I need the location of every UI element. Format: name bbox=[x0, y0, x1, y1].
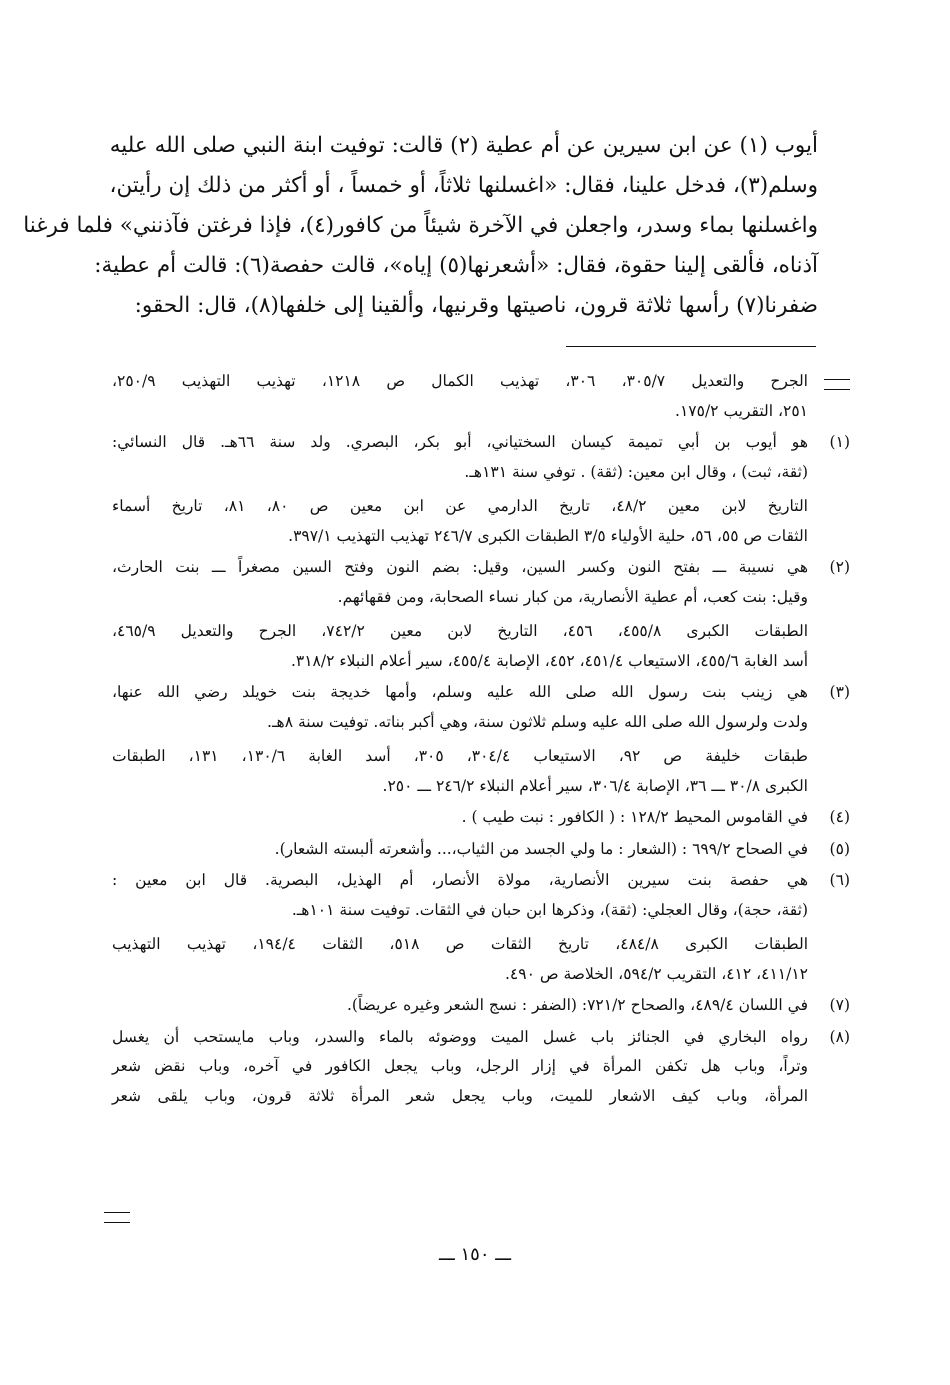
main-text-line: ضفرنا(٧) رأسها ثلاثة قرون، ناصيتها وقرنيها، وألقينا إلى خلفها(٨)، قال: الحقو: bbox=[134, 293, 818, 318]
footnote-source-line: أسد الغابة ٤٥٥/٦، الاستيعاب ٤٥١/٤، ٤٥٢، الإصابة ٤٥٥/٤، سير أعلام النبلاء ٣١٨/٢. bbox=[290, 651, 808, 670]
page-number: ـــ ١٥٠ ـــ bbox=[438, 1244, 512, 1265]
footnote-line: هي زينب بنت رسول الله صلى الله عليه وسلم، وأمها خديجة بنت خويلد رضي الله عنها، bbox=[112, 683, 808, 701]
footnote-body bbox=[112, 367, 808, 426]
footnote-line: وقيل: بنت كعب، أم عطية الأنصارية، من كبار نساء الصحابة، ومن فقهائهم. bbox=[337, 587, 808, 606]
footnote-line: هي نسيبة ـــ بفتح النون وكسر السين، وقيل: بضم النون وفتح السين مصغراً ـــ بنت الحارث، bbox=[112, 558, 808, 576]
footnote-source-line: ٤١١/١٢، ٤١٢، التقريب ٥٩٤/٢، الخلاصة ص ٤٩٠. bbox=[504, 964, 808, 983]
footnote bbox=[112, 1023, 850, 1112]
footnote-line: رواه البخاري في الجنائز باب غسل الميت ووضوئه بالماء والسدر، وباب مايستحب أن يغسل bbox=[112, 1027, 808, 1046]
footnote bbox=[112, 678, 850, 801]
footnote-source-line: الثقات ص ٥٥، ٥٦، حلية الأولياء ٣/٥ الطبقات الكبرى ٢٤٦/٧ تهذيب التهذيب ٣٩٧/١. bbox=[288, 526, 808, 545]
footnote-sources bbox=[112, 742, 808, 801]
footnote-line: ولدت ولرسول الله صلى الله عليه وسلم ثلاثون سنة، وهي أكبر بناته. توفيت سنة ٨هـ. bbox=[267, 712, 808, 731]
footnote-separator bbox=[566, 346, 816, 347]
footnote-number: (٥) bbox=[829, 839, 850, 858]
main-text-line: آذناه، فألقى إلينا حقوة، فقال: «أشعرنها(٥) إياه»، قالت حفصة(٦): قالت أم عطية: bbox=[94, 253, 818, 278]
footnote-source-line: التاريخ لابن معين ٤٨/٢، تاريخ الدارمي عن ابن معين ص ٨٠، ٨١، تاريخ أسماء bbox=[112, 497, 808, 515]
footnote-line: ٢٥١، التقريب ١٧٥/٢. bbox=[675, 401, 808, 420]
footnote-number: (٧) bbox=[829, 996, 850, 1014]
footnote-body bbox=[112, 428, 808, 551]
footnote bbox=[112, 991, 850, 1021]
continuation-mark bbox=[104, 1212, 130, 1223]
footnote-body bbox=[112, 835, 808, 865]
main-text-line: أيوب (١) عن ابن سيرين عن أم عطية (٢) قالت: توفيت ابنة النبي صلى الله عليه bbox=[109, 133, 818, 158]
footnote-number bbox=[808, 367, 850, 401]
footnote bbox=[112, 428, 850, 551]
footnote-sources bbox=[112, 492, 808, 551]
footnote-line: في اللسان ٤٨٩/٤، والصحاح ٧٢١/٢: (الضفر : نسج الشعر وغيره عريضاً). bbox=[346, 996, 808, 1014]
footnote-number: (٨) bbox=[829, 1027, 850, 1046]
footnote-body bbox=[112, 678, 808, 801]
footnote-source-line: الطبقات الكبرى ٤٨٤/٨، تاريخ الثقات ص ٥١٨، الثقات ١٩٤/٤، تهذيب التهذيب bbox=[112, 935, 808, 953]
footnote-line: (ثقة، حجة)، وقال العجلي: (ثقة)، وذكرها ابن حبان في الثقات. توفيت سنة ١٠١هـ. bbox=[291, 900, 808, 919]
footnote-body bbox=[112, 1023, 808, 1112]
footnote-line: المرأة، وباب كيف الاشعار للميت، وباب يجعل شعر المرأة ثلاثة قرون، وباب يلقى شعر bbox=[112, 1086, 808, 1105]
footnotes bbox=[112, 367, 850, 1111]
footnote-source-line: طبقات خليفة ص ٩٢، الاستيعاب ٣٠٤/٤، ٣٠٥، أسد الغابة ١٣٠/٦، ١٣١، الطبقات bbox=[112, 747, 808, 765]
footnote-sources bbox=[112, 930, 808, 989]
footnote-line: هي حفصة بنت سيرين الأنصارية، مولاة الأنصار، أم الهذيل، البصرية. قال ابن معين : bbox=[112, 871, 808, 889]
footnote-source-line: الطبقات الكبرى ٤٥٥/٨، ٤٥٦، التاريخ لابن معين ٧٤٢/٢، الجرح والتعديل ٤٦٥/٩، bbox=[112, 622, 809, 640]
footnote-line: (ثقة، ثبت) ، وقال ابن معين: (ثقة) . توفي سنة ١٣١هـ. bbox=[464, 462, 808, 481]
footnote-body bbox=[112, 991, 808, 1021]
footnote bbox=[112, 866, 850, 989]
main-text-line: وسلم(٣)، فدخل علينا، فقال: «اغسلنها ثلاثاً، أو خمساً ، أو أكثر من ذلك إن رأيتن، bbox=[109, 173, 818, 198]
footnote-body bbox=[112, 866, 808, 989]
continuation-mark bbox=[824, 379, 850, 390]
footnote bbox=[112, 367, 850, 426]
main-text bbox=[23, 126, 818, 326]
footnote-line: الجرح والتعديل ٣٠٥/٧، ٣٠٦، تهذيب الكمال ص ١٢١٨، تهذيب التهذيب ٢٥٠/٩، bbox=[112, 372, 808, 390]
footnote-line: في القاموس المحيط ١٢٨/٢ : ( الكافور : نبت طيب ) . bbox=[461, 808, 808, 826]
footnote-number: (٢) bbox=[829, 558, 850, 576]
footnote-line: هو أيوب بن أبي تميمة كيسان السختياني، أبو بكر، البصري. ولد سنة ٦٦هـ. قال النسائي: bbox=[112, 433, 808, 451]
footnote-number: (٦) bbox=[829, 871, 850, 889]
footnote-body bbox=[112, 553, 808, 676]
footnote bbox=[112, 803, 850, 833]
footnote-line: وتراً، وباب هل تكفن المرأة في إزار الرجل، وباب يجعل الكافور في آخره، وباب نقض شعر bbox=[112, 1057, 808, 1075]
footnote-source-line: الكبرى ٣٠/٨ ـــ ٣٦، الإصابة ٣٠٦/٤، سير أعلام النبلاء ٢٤٦/٢ ـــ ٢٥٠. bbox=[382, 776, 808, 795]
footnote-sources bbox=[112, 617, 808, 676]
main-text-line: واغسلنها بماء وسدر، واجعلن في الآخرة شيئاً من كافور(٤)، فإذا فرغتن فآذنني» فلما فرغنا bbox=[23, 213, 818, 238]
footnote-number: (٤) bbox=[829, 808, 850, 826]
footnote-number: (٣) bbox=[829, 683, 850, 701]
footnote-line: في الصحاح ٦٩٩/٢ : (الشعار : ما ولي الجسد من الثياب،... وأشعرته ألبسته الشعار). bbox=[274, 839, 808, 858]
footnote-number: (١) bbox=[829, 433, 850, 451]
footnote bbox=[112, 835, 850, 865]
footnote bbox=[112, 553, 850, 676]
footnote-body bbox=[112, 803, 808, 833]
